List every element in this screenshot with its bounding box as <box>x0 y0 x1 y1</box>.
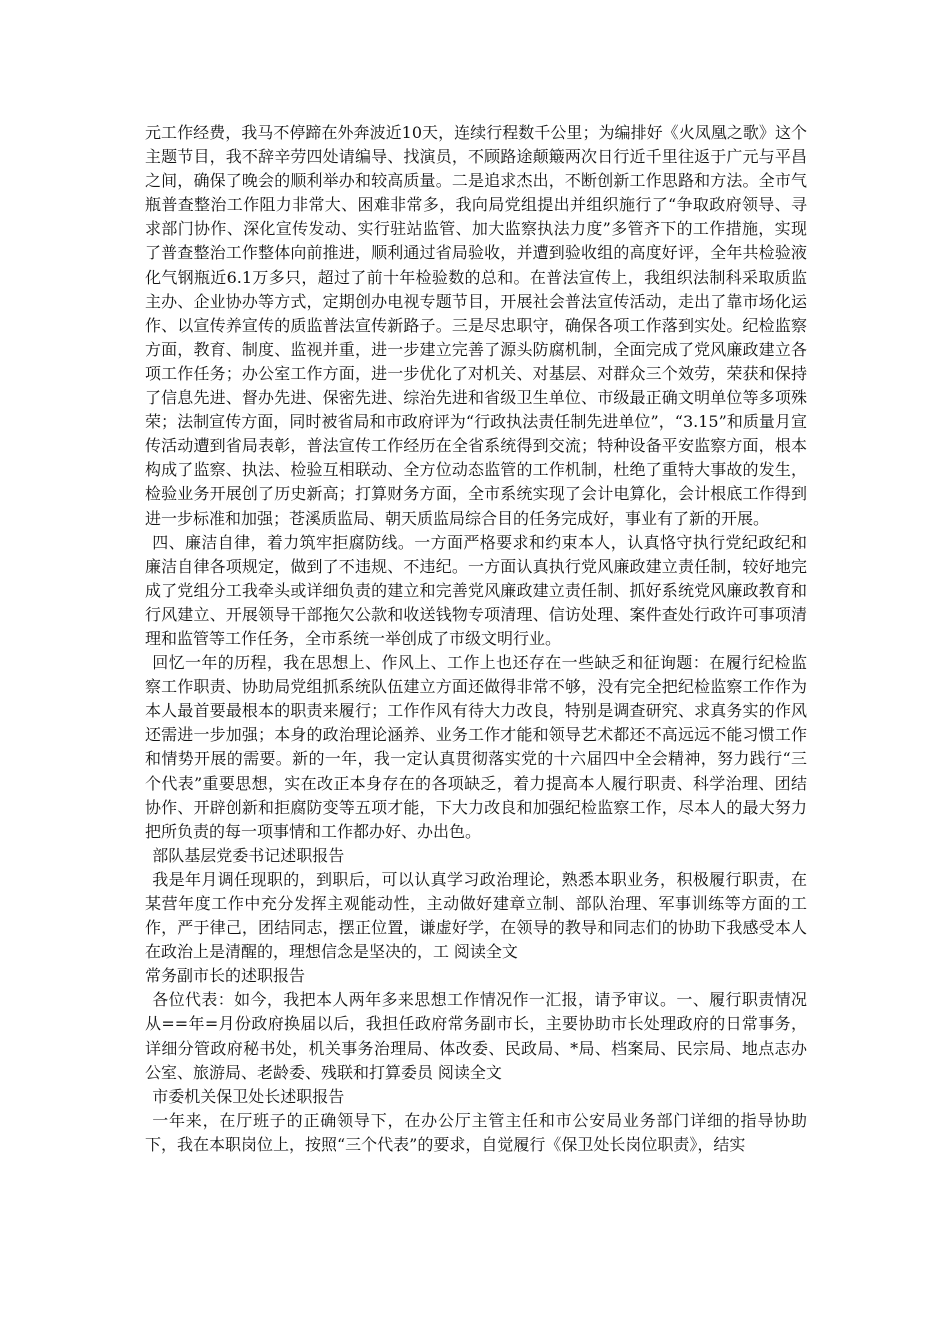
read-more-link[interactable]: 阅读全文 <box>437 1062 502 1082</box>
article-excerpt-text: 各位代表：如今，我把本人两年多来思想工作情况作一汇报，请予审议。一、履行职责情况从==年=月份政府换届以后，我担任政府常务副市长，主要协助市长处理政府的日常事务，详细分管政府秘书处，机关事务治理局、体改委、民政局、*局、档案局、民宗局、地点志办公室、旅游局、老龄委、残联和打算委员 <box>145 990 807 1082</box>
body-paragraph: 元工作经费，我马不停蹄在外奔波近10天，连续行程数千公里；为编排好《火凤凰之歌》这个主题节目，我不辞辛劳四处请编导、找演员，不顾路途颠簸两次日行近千里往返于广元与平昌之间，确保了晚会的顺利举办和较高质量。二是追求杰出，不断创新工作思路和方法。全市气瓶普查整治工作阻力非常大、困难非常多，我向局党组提出并组织施行了“争取政府领导、寻求部门协作、深化宣传发动、实行驻站监管、加大监察执法力度”多管齐下的工作措施，实现了普查整治工作整体向前推进，顺利通过省局验收，并遭到验收组的高度好评，全年共检验液化气钢瓶近6.1万多只，超过了前十年检验数的总和。在普法宣传上，我组织法制科采取质监主办、企业协办等方式，定期创办电视专题节目，开展社会普法宣传活动，走出了靠市场化运作、以宣传养宣传的质监普法宣传新路子。三是尽忠职守，确保各项工作落到实处。纪检监察方面，教育、制度、监视并重，进一步建立完善了源头防腐机制，全面完成了党风廉政建立各项工作任务；办公室工作方面，进一步优化了对机关、对基层、对群众三个效劳，荣获和保持了信息先进、督办先进、保密先进、综治先进和省级卫生单位、市级最正确文明单位等多项殊荣；法制宣传方面，同时被省局和市政府评为“行政执法责任制先进单位”，“3.15”和质量月宣传活动遭到省局表彰，普法宣传工作经历在全省系统得到交流；特种设备平安监察方面，根本构成了监察、执法、检验互相联动、全方位动态监管的工作机制，杜绝了重特大事故的发生，检验业务开展创了历史新高；打算财务方面，全市系统实现了会计电算化，会计根底工作得到进一步标准和加强；苍溪质监局、朝天质监局综合目的任务完成好，事业有了新的开展。 <box>145 123 807 528</box>
article-excerpt <box>145 988 807 1084</box>
article-title[interactable]: 市委机关保卫处长述职报告 <box>152 1086 345 1106</box>
article-title[interactable]: 部队基层党委书记述职报告 <box>152 845 345 865</box>
article-excerpt <box>145 868 807 964</box>
article-title[interactable]: 常务副市长的述职报告 <box>145 966 306 986</box>
document-body <box>145 121 807 1157</box>
body-paragraph: 回忆一年的历程，我在思想上、作风上、工作上也还存在一些缺乏和征询题：在履行纪检监察工作职责、协助局党组抓系统队伍建立方面还做得非常不够，没有完全把纪检监察工作作为本人最首要最根本的职责来履行；工作作风有待大力改良，特别是调查研究、求真务实的作风还需进一步加强；本身的政治理论涵养、业务工作才能和领导艺术都还不高远远不能习惯工作和情势开展的需要。新的一年，我一定认真贯彻落实党的十六届四中全会精神，努力践行“三个代表”重要思想，实在改正本身存在的各项缺乏，着力提高本人履行职责、科学治理、团结协作、开辟创新和拒腐防变等五项才能，下大力改良和加强纪检监察工作，尽本人的最大努力把所负责的每一项事情和工作都办好、办出色。 <box>145 653 807 841</box>
article-excerpt-text: 我是年月调任现职的，到职后，可以认真学习政治理论，熟悉本职业务，积极履行职责，在某营年度工作中充分发挥主观能动性，主动做好建章立制、部队治理、军事训练等方面的工作，严于律己，团结同志，摆正位置，谦虚好学，在领导的教导和同志们的协助下我感受本人在政治上是清醒的，理想信念是坚决的，工 <box>145 869 807 962</box>
read-more-link[interactable]: 阅读全文 <box>453 942 518 962</box>
article-excerpt-text: 一年来，在厅班子的正确领导下，在办公厅主管主任和市公安局业务部门详细的指导协助下，我在本职岗位上，按照“三个代表”的要求，自觉履行《保卫处长岗位职责》，结实 <box>145 1110 807 1154</box>
body-paragraph: 四、廉洁自律，着力筑牢拒腐防线。一方面严格要求和约束本人，认真恪守执行党纪政纪和廉洁自律各项规定，做到了不违规、不违纪。一方面认真执行党风廉政建立责任制，较好地完成了党组分工我牵头或详细负责的建立和完善党风廉政建立责任制、抓好系统党风廉政教育和行风建立、开展领导干部拖欠公款和收送钱物专项清理、信访处理、案件查处行政许可事项清理和监管等工作任务，全市系统一举创成了市级文明行业。 <box>145 532 807 648</box>
article-excerpt <box>145 1109 807 1157</box>
